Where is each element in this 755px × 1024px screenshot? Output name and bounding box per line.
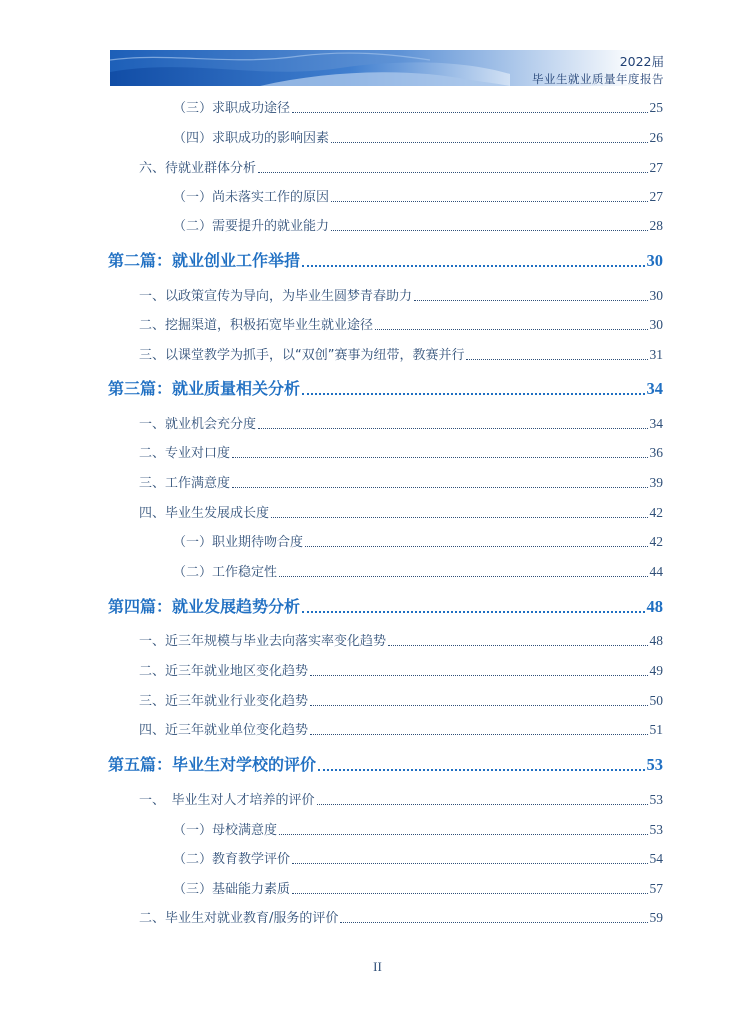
toc-entry-page: 53 [649,792,663,807]
toc-entry[interactable] [139,629,663,649]
toc-entry-page: 50 [649,693,663,708]
toc-leader-dots [302,264,644,267]
toc-entry-title: 二、挖掘渠道，积极拓宽毕业生就业途径 [139,318,374,333]
toc-section-entry[interactable] [108,247,663,271]
toc-leader-dots [414,299,647,301]
toc-entry-title: 二、毕业生对就业教育/服务的评价 [139,911,339,926]
toc-leader-dots [317,803,648,805]
toc-entry-title: （一）尚未落实工作的原因 [173,190,330,205]
toc-entry[interactable] [139,313,663,333]
toc-section-page: 53 [646,755,663,774]
toc-leader-dots [232,486,647,488]
toc-section-title: 第三篇：就业质量相关分析 [108,379,301,398]
toc-entry-title: （一）职业期待吻合度 [173,535,304,550]
toc-leader-dots [310,704,647,706]
toc-entry-page: 36 [649,445,663,460]
toc-leader-dots [310,733,647,735]
toc-entry-page: 30 [649,317,663,332]
toc-entry[interactable] [173,530,663,550]
toc-leader-dots [279,575,647,577]
toc-entry-title: 三、近三年就业行业变化趋势 [139,694,309,709]
toc-entry-page: 30 [649,288,663,303]
toc-leader-dots [466,358,647,360]
toc-entry-page: 28 [649,218,663,233]
toc-entry-title: 一、就业机会充分度 [139,417,257,432]
toc-entry-title: （四）求职成功的影响因素 [173,131,330,146]
toc-entry[interactable] [139,788,663,808]
toc-entry-title: （二）需要提升的就业能力 [173,219,330,234]
toc-entry-title: 一、近三年规模与毕业去向落实率变化趋势 [139,634,387,649]
toc-leader-dots [302,610,644,613]
toc-entry-title: 四、毕业生发展成长度 [139,506,270,521]
toc-entry-title: 六、待就业群体分析 [139,161,257,176]
toc-entry-title: （三）求职成功途径 [173,101,291,116]
toc-leader-dots [388,644,647,646]
toc-leader-dots [331,141,647,143]
toc-entry[interactable] [173,185,663,205]
toc-section-page: 34 [646,379,663,398]
page-header [0,0,755,96]
toc-section-entry[interactable] [108,593,663,617]
toc-entry-title: 二、专业对口度 [139,446,231,461]
toc-section-title: 第五篇：毕业生对学校的评价 [108,755,317,774]
toc-leader-dots [292,892,647,894]
toc-entry-page: 26 [649,130,663,145]
toc-entry[interactable] [139,471,663,491]
toc-entry[interactable] [139,689,663,709]
toc-entry-page: 57 [649,881,663,896]
toc-entry-page: 25 [649,100,663,115]
toc-leader-dots [331,229,647,231]
toc-entry[interactable] [173,818,663,838]
toc-entry[interactable] [139,718,663,738]
toc-leader-dots [331,200,647,202]
header-report-title: 毕业生就业质量年度报告 [532,72,664,86]
toc-entry-title: （二）工作稳定性 [173,565,278,580]
toc-entry-title: 三、工作满意度 [139,476,231,491]
toc-entry-page: 27 [649,189,663,204]
toc-entry[interactable] [173,847,663,867]
toc-entry-page: 31 [649,347,663,362]
toc-section-page: 30 [646,251,663,270]
toc-entry-title: 二、近三年就业地区变化趋势 [139,664,309,679]
toc-entry-page: 53 [649,822,663,837]
toc-entry-page: 34 [649,416,663,431]
toc-entry[interactable] [139,906,663,926]
toc-entry-page: 51 [649,722,663,737]
toc-leader-dots [375,328,647,330]
toc-entry[interactable] [173,214,663,234]
toc-leader-dots [310,674,647,676]
toc-entry-title: 四、近三年就业单位变化趋势 [139,723,309,738]
toc-entry[interactable] [139,412,663,432]
toc-entry-page: 48 [649,633,663,648]
toc-entry-page: 44 [649,564,663,579]
toc-leader-dots [305,545,647,547]
toc-section-page: 48 [646,597,663,616]
toc-entry[interactable] [139,284,663,304]
toc-entry-title: 一、以政策宣传为导向，为毕业生圆梦青春助力 [139,289,413,304]
toc-section-title: 第二篇：就业创业工作举措 [108,251,301,270]
toc-leader-dots [279,833,647,835]
page-number: II [373,959,382,974]
toc-section-title: 第四篇：就业发展趋势分析 [108,597,301,616]
toc-entry[interactable] [173,126,663,146]
toc-entry[interactable] [139,501,663,521]
toc-section-entry[interactable] [108,751,663,775]
toc-entry[interactable] [139,343,663,363]
toc-entry-page: 39 [649,475,663,490]
toc-entry[interactable] [173,877,663,897]
toc-entry[interactable] [139,441,663,461]
toc-entry-page: 59 [649,910,663,925]
toc-leader-dots [292,862,647,864]
toc-leader-dots [258,427,647,429]
toc-entry-page: 42 [649,534,663,549]
toc-leader-dots [302,392,644,395]
toc-entry[interactable] [173,96,663,116]
toc-entry-page: 49 [649,663,663,678]
toc-leader-dots [232,456,647,458]
toc-leader-dots [258,171,647,173]
toc-entry[interactable] [173,560,663,580]
toc-leader-dots [318,768,644,771]
toc-entry-page: 27 [649,160,663,175]
toc-entry[interactable] [139,659,663,679]
toc-leader-dots [340,921,647,923]
toc-entry-page: 54 [649,851,663,866]
toc-entry-title: 一、 毕业生对人才培养的评价 [139,793,315,808]
toc-leader-dots [292,111,647,113]
toc-entry-title: （二）教育教学评价 [173,852,291,867]
header-year: 2022届 [619,54,664,69]
toc-section-entry[interactable] [108,375,663,399]
toc-entry-title: （三）基础能力素质 [173,882,291,897]
toc-entry-title: 三、以课堂教学为抓手，以“双创”赛事为纽带，教赛并行 [139,348,465,363]
toc-entry[interactable] [139,156,663,176]
toc-entry-page: 42 [649,505,663,520]
toc-leader-dots [271,516,647,518]
toc-entry-title: （一）母校满意度 [173,823,278,838]
